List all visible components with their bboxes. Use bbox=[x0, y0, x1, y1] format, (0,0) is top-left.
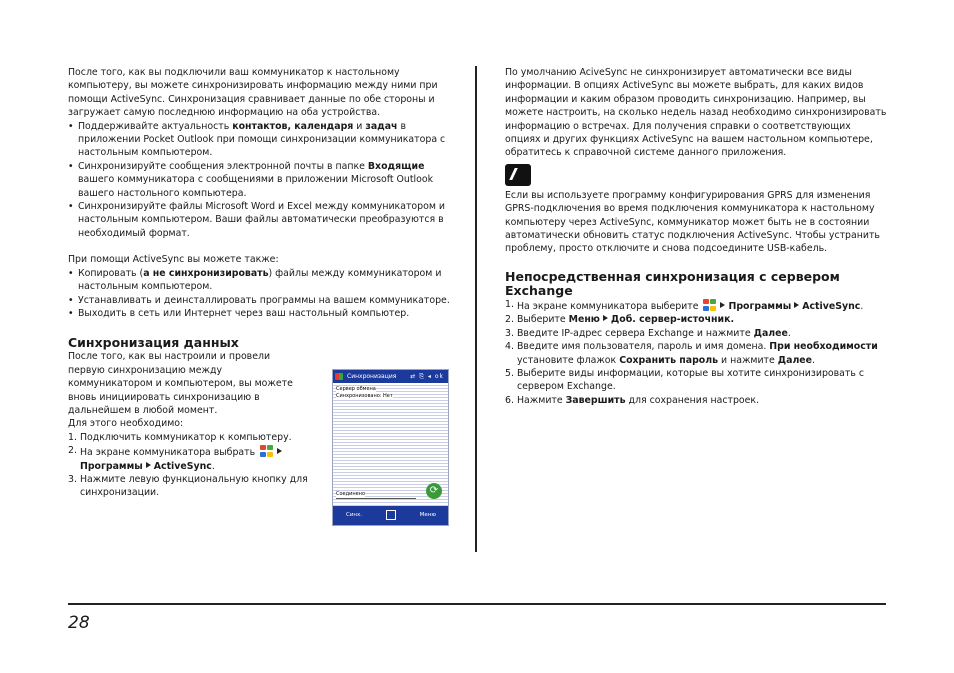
pda-title-bar: Синхронизация ⇄ ⎘ ◂ ok bbox=[333, 370, 448, 383]
note-icon bbox=[505, 164, 531, 186]
chevron-right-icon bbox=[794, 302, 799, 308]
step-item: 3. Нажмите левую функциональную кнопку для синхронизации. bbox=[68, 473, 308, 499]
footer-rule bbox=[68, 603, 886, 605]
note-paragraph: Если вы используете программу конфигурирования GPRS для изменения GPRS-подключения во время подключения коммуникатора к настольному компьютеру через ActiveSync, коммуникатор может быть не в состоянии автоматически обновить статус подключения ActiveSync. Чтобы устранить проблему, просто отключите и снова подсоедините USB-кабель. bbox=[505, 189, 880, 255]
step-item: 2. На экране коммуникатора выбрать Программы ActiveSync. bbox=[68, 444, 320, 473]
chevron-right-icon bbox=[603, 315, 608, 321]
intro-paragraph: После того, как вы подключили ваш коммуникатор к настольному компьютеру, вы можете синхронизировать информацию между ними при помощи ActiveSync. Синхронизация сравнивает данные по обе стороны и загружает самую последнюю информацию на оба устройства. bbox=[68, 67, 438, 119]
softkey-sync: Синх. bbox=[346, 512, 363, 518]
options-paragraph: По умолчанию AciveSync не синхронизирует автоматически все виды информации. В опциях ActiveSync вы можете выбрать, для каких видов информации и каким образом проводить синхронизацию. Например, вы можете настроить, на сколько недель назад необходимо синхронизировать информацию о встречах. Для получения справки о соответствующих опциях и других функциях ActiveSync на вашем настольном компьютере, обратитесь к справочной системе данного приложения. bbox=[505, 67, 887, 159]
step-item: 3. Введите IP-адрес сервера Exchange и нажмите Далее. bbox=[505, 327, 791, 339]
step-item: 1. Подключить коммуникатор к компьютеру. bbox=[68, 431, 292, 443]
step-item: 1. На экране коммуникатора выберите Программы ActiveSync. bbox=[505, 298, 864, 312]
chevron-right-icon bbox=[146, 462, 151, 468]
sync-paragraph: После того, как вы настроили и провели первую синхронизацию между коммуникатором и компьютером, вы можете вновь инициировать синхронизацию в дальнейшем в любой момент. bbox=[68, 351, 293, 416]
pda-softkey-bar bbox=[333, 506, 448, 525]
step-item: 2. Выберите Меню Доб. сервер-источник. bbox=[505, 314, 735, 326]
status-icons: ⇄ ⎘ ◂ ok bbox=[410, 373, 444, 380]
list-item: • Выходить в сеть или Интернет через ваш настольный компьютер. bbox=[68, 307, 450, 320]
section-heading: Синхронизация данных bbox=[68, 335, 239, 351]
pda-body: Сервер обмена Синхронизовано: Нет ⟳ Соединено bbox=[333, 383, 448, 507]
list-item: • Синхронизируйте файлы Microsoft Word и Excel между коммуникатором и настольным компьютером. Ваши файлы автоматически преобразуются в необходимый формат. bbox=[68, 200, 450, 240]
section-heading: Непосредственная синхронизация с сервером Exchange bbox=[505, 268, 840, 298]
list-item: • Синхронизируйте сообщения электронной почты в папке Входящие вашего коммуникатора с сообщениями в приложении Microsoft Outlook вашего настольного компьютера. bbox=[68, 160, 450, 200]
right-column bbox=[505, 66, 889, 407]
keyboard-icon bbox=[386, 510, 396, 520]
sync-icon: ⟳ bbox=[426, 483, 442, 499]
list-item: • Копировать (а не синхронизировать) файлы между коммуникатором и настольным компьютером. bbox=[68, 267, 450, 294]
list-item: • Поддерживайте актуальность контактов, календаря и задач в приложении Pocket Outlook при помощи синхронизации коммуникатора с настольным компьютером. bbox=[68, 120, 450, 160]
step-item: 6. Нажмите Завершить для сохранения настроек. bbox=[505, 394, 760, 406]
column-divider bbox=[475, 66, 477, 552]
softkey-menu: Меню bbox=[419, 512, 436, 518]
step-item: 5. Выберите виды информации, которые вы хотите синхронизировать с сервером Exchange. bbox=[505, 367, 865, 393]
chevron-right-icon bbox=[720, 302, 725, 308]
step-item: 4. Введите имя пользователя, пароль и имя домена. При необходимости установите флажок Сохранить пароль и нажмите Далее. bbox=[505, 341, 878, 366]
page-number: 28 bbox=[68, 613, 90, 633]
windows-start-icon bbox=[701, 298, 717, 312]
windows-start-icon bbox=[335, 373, 343, 380]
chevron-right-icon bbox=[277, 448, 282, 454]
need-label: Для этого необходимо: bbox=[68, 418, 184, 430]
list-item: • Устанавливать и деинсталлировать программы на вашем коммуникаторе. bbox=[68, 294, 450, 307]
progress-bar bbox=[336, 498, 416, 499]
also-intro: При помощи ActiveSync вы можете также: bbox=[68, 254, 279, 266]
windows-start-icon bbox=[258, 444, 274, 458]
pda-screenshot bbox=[332, 369, 449, 526]
